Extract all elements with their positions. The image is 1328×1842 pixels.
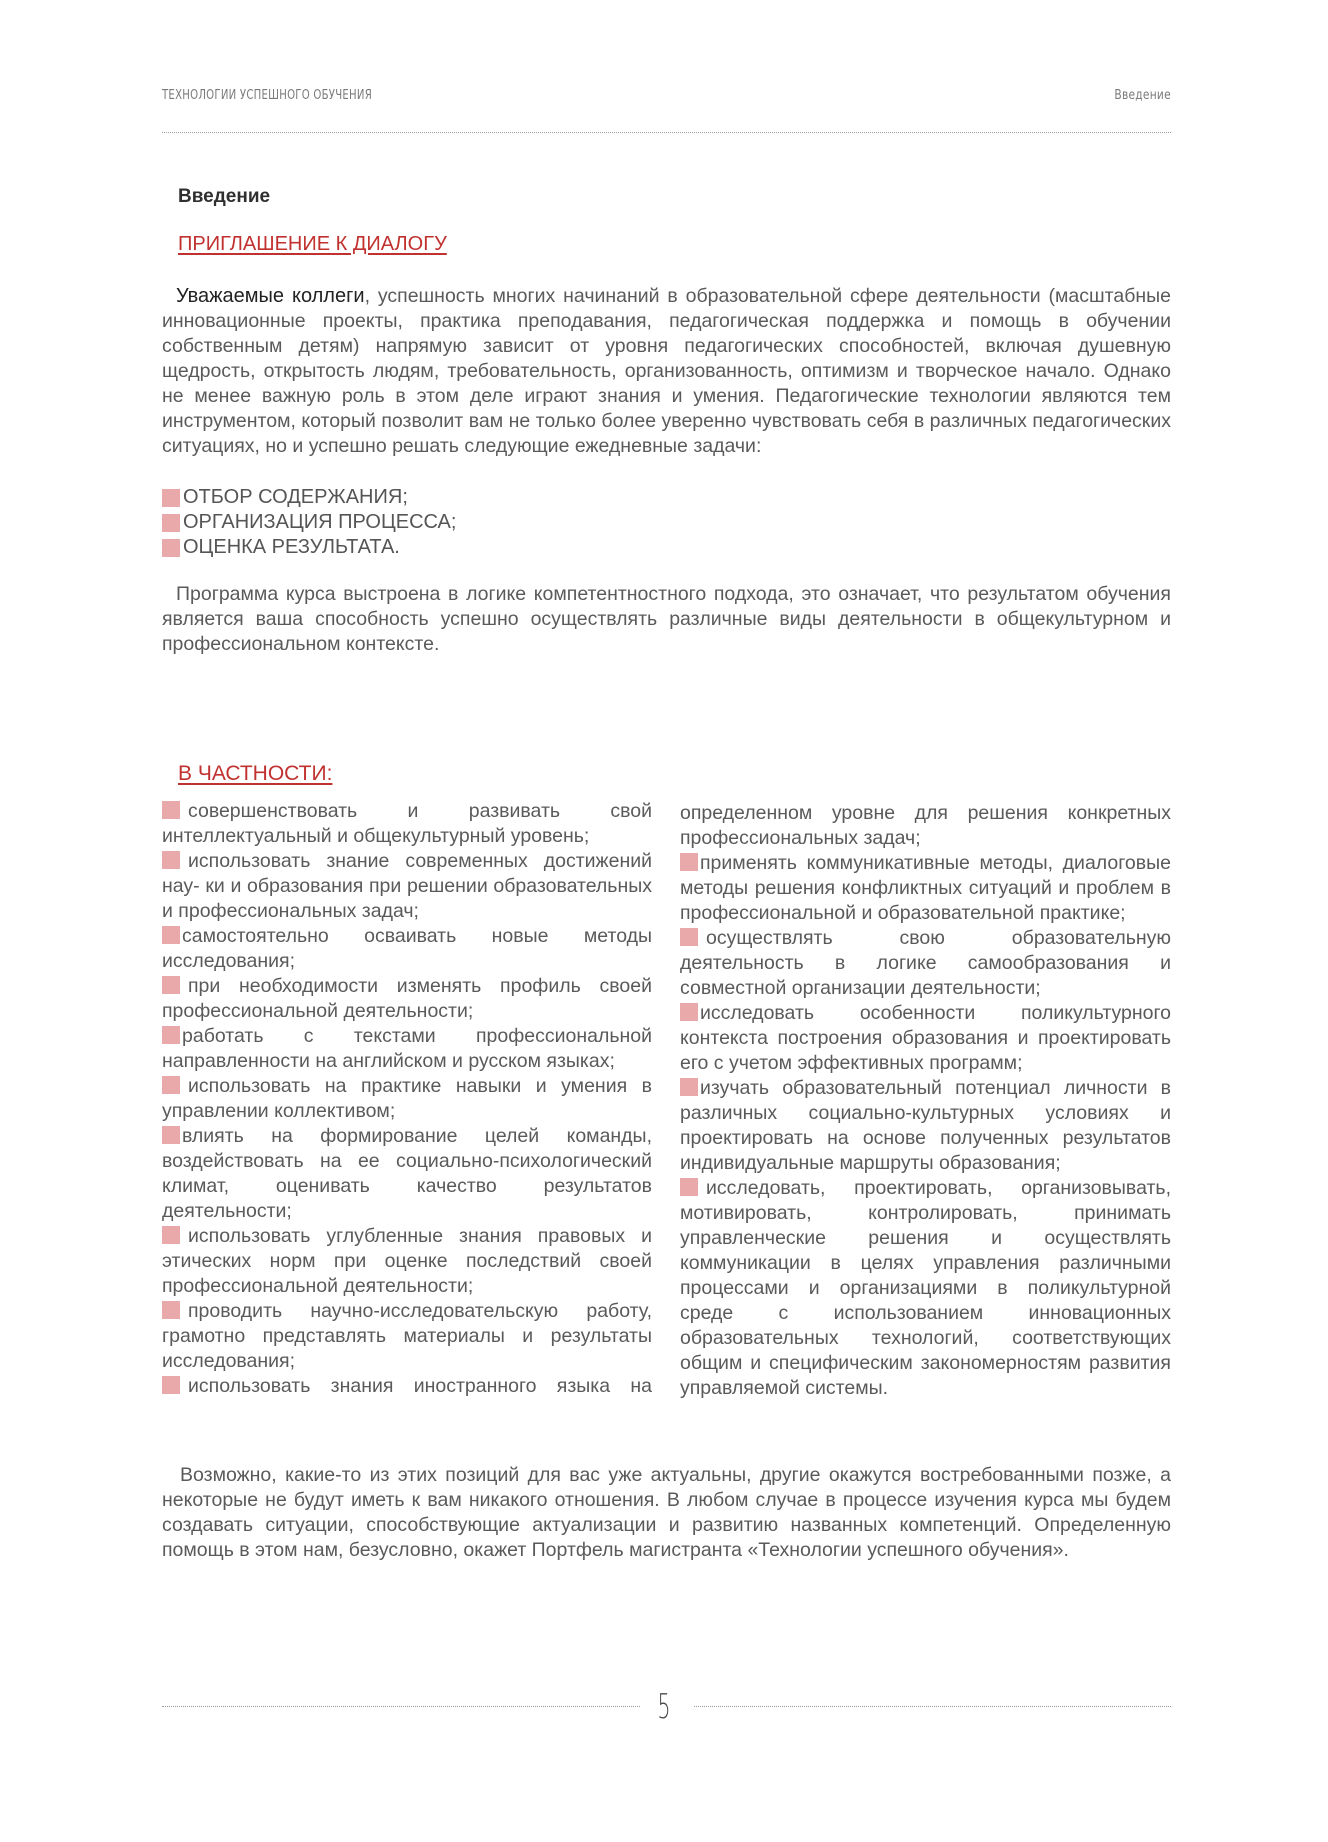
competency-item xyxy=(162,799,652,849)
competency-text: работать с текстами профессиональной направленности на английском и русском языках; xyxy=(162,1025,652,1072)
header-divider xyxy=(162,132,1171,133)
footer-divider-right xyxy=(694,1706,1171,1707)
section-label: Введение xyxy=(178,186,271,207)
task-list xyxy=(162,485,456,560)
bullet-square-icon xyxy=(162,851,180,869)
competency-text: влиять на формирование целей команды, воздействовать на ее социально-психологический климат, оценивать качество результатов деятельности; xyxy=(162,1125,652,1222)
bullet-square-icon xyxy=(162,801,180,819)
task-label: ОРГАНИЗАЦИЯ ПРОЦЕССА; xyxy=(183,511,457,533)
task-item xyxy=(162,510,456,535)
competencies-right-column xyxy=(680,801,1171,1401)
page-number: 5 xyxy=(657,1687,671,1727)
competency-item xyxy=(162,924,652,974)
competency-item xyxy=(680,926,1171,1001)
task-item xyxy=(162,485,456,510)
intro-text: , успешность многих начинаний в образовательной сфере деятельности (масштабные инновационные проекты, практика преподавания, педагогическая поддержка и помощь в обучении собственным детям) напрямую зависит от уровня педагогических способностей, включая душевную щедрость, открытость людям, требовательность, организованность, оптимизм и творческое начало. Однако не менее важную роль в этом деле играют знания и умения. Педагогические технологии являются тем инструментом, который позволит вам не только более уверенно чувствовать себя в различных педагогических ситуациях, но и успешно решать следующие ежедневные задачи: xyxy=(162,285,1172,457)
task-label: ОТБОР СОДЕРЖАНИЯ; xyxy=(183,486,408,508)
bullet-square-icon xyxy=(162,489,180,507)
bullet-square-icon xyxy=(680,1178,698,1196)
bullet-square-icon xyxy=(680,853,698,871)
competency-item xyxy=(680,851,1171,926)
bullet-square-icon xyxy=(680,1078,698,1096)
bullet-square-icon xyxy=(680,928,698,946)
competency-text: исследовать, проектировать, организовывать, мотивировать, контролировать, принимать управленческие решения и осуществлять коммуникации в целях управления различными процессами и организациями в поликультурной среде с использованием инновационных образовательных технологий, соответствующих общим и специфическим закономерностям развития управляемой системы. xyxy=(680,1177,1171,1399)
bullet-square-icon xyxy=(162,1376,180,1394)
competency-text: исследовать особенности поликультурного контекста построения образования и проектировать его с учетом эффективных программ; xyxy=(680,1002,1171,1074)
competency-item xyxy=(162,1224,652,1299)
competency-text: осуществлять свою образовательную деятельность в логике самообразования и совместной организации деятельности; xyxy=(680,927,1171,999)
competency-item xyxy=(680,1076,1171,1176)
task-label: ОЦЕНКА РЕЗУЛЬТАТА. xyxy=(183,536,400,558)
intro-lead: Уважаемые коллеги xyxy=(176,285,365,307)
footer-divider-left xyxy=(162,1706,640,1707)
competency-text: использовать углубленные знания правовых и этических норм при оценке последствий своей профессиональной деятельности; xyxy=(162,1225,652,1297)
competency-text: изучать образовательный потенциал личности в различных социально-культурных условиях и проектировать на основе полученных результатов индивидуальные маршруты образования; xyxy=(680,1077,1171,1174)
header-book-title: ТЕХНОЛОГИИ УСПЕШНОГО ОБУЧЕНИЯ xyxy=(162,88,372,103)
bullet-square-icon xyxy=(162,1226,180,1244)
bullet-square-icon xyxy=(162,1126,180,1144)
bullet-square-icon xyxy=(680,1003,698,1021)
competency-item xyxy=(162,1299,652,1374)
competency-text: использовать знания иностранного языка на xyxy=(188,1375,652,1397)
competency-continuation: определенном уровне для решения конкретных профессиональных задач; xyxy=(680,802,1171,849)
competency-item xyxy=(162,1074,652,1124)
bullet-square-icon xyxy=(162,1076,180,1094)
competencies-left-column xyxy=(162,799,652,1399)
bullet-square-icon xyxy=(162,514,180,532)
competency-item xyxy=(162,1124,652,1224)
intro-paragraph xyxy=(162,284,1171,459)
competency-text: проводить научно-исследовательскую работу, грамотно представлять материалы и результаты исследования; xyxy=(162,1300,652,1372)
bullet-square-icon xyxy=(162,1301,180,1319)
competency-item xyxy=(680,1176,1171,1401)
bullet-square-icon xyxy=(162,539,180,557)
header-chapter-title: Введение xyxy=(1114,88,1171,103)
competency-item xyxy=(162,1374,652,1399)
competency-item xyxy=(162,849,652,924)
closing-paragraph: Возможно, какие-то из этих позиций для вас уже актуальны, другие окажутся востребованными позже, а некоторые не будут иметь к вам никакого отношения. В любом случае в процессе изучения курса мы будем создавать ситуации, способствующие актуализации и развитию названных компетенций. Определенную помощь в этом нам, безусловно, окажет Портфель магистранта «Технологии успешного обучения». xyxy=(162,1464,1171,1561)
task-item xyxy=(162,535,456,560)
bullet-square-icon xyxy=(162,926,180,944)
particular-heading: В ЧАСТНОСТИ: xyxy=(178,762,333,785)
competency-text: использовать знание современных достижений нау- ки и образования при решении образовательных и профессиональных задач; xyxy=(162,850,652,922)
competency-item xyxy=(162,974,652,1024)
competency-text: использовать на практике навыки и умения в управлении коллективом; xyxy=(162,1075,652,1122)
competency-text: самостоятельно осваивать новые методы исследования; xyxy=(162,925,652,972)
invitation-heading: ПРИГЛАШЕНИЕ К ДИАЛОГУ xyxy=(178,233,447,255)
program-paragraph: Программа курса выстроена в логике компетентностного подхода, это означает, что результатом обучения является ваша способность успешно осуществлять различные виды деятельности в общекультурном и профессиональном контексте. xyxy=(162,583,1171,655)
bullet-square-icon xyxy=(162,976,180,994)
bullet-square-icon xyxy=(162,1026,180,1044)
competency-text: совершенствовать и развивать свой интеллектуальный и общекультурный уровень; xyxy=(162,800,652,847)
competency-text: применять коммуникативные методы, диалоговые методы решения конфликтных ситуаций и проблем в профессиональной и образовательной практике; xyxy=(680,852,1171,924)
competency-item xyxy=(162,1024,652,1074)
competency-text: при необходимости изменять профиль своей профессиональной деятельности; xyxy=(162,975,652,1022)
competency-item xyxy=(680,1001,1171,1076)
